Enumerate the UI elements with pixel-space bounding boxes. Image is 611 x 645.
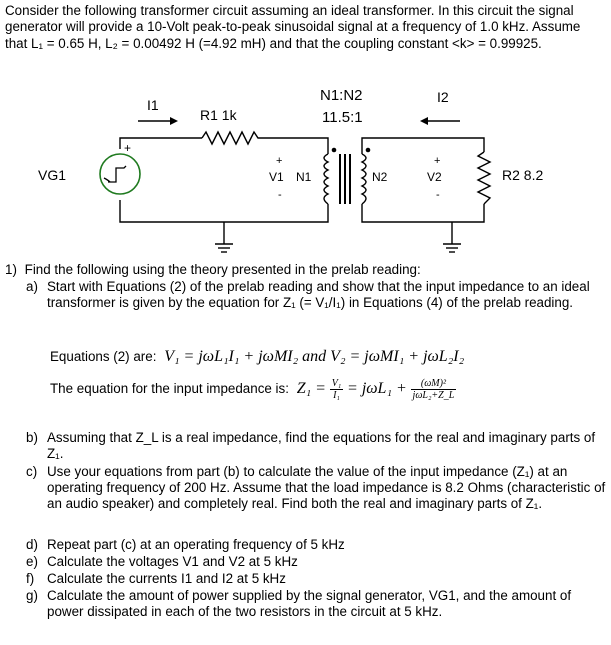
label-v2-minus: - bbox=[436, 189, 440, 201]
label-vg1: VG1 bbox=[38, 167, 67, 183]
label-v1: V1 bbox=[269, 170, 284, 184]
question-text: Find the following using the theory presented in the prelab reading: bbox=[24, 262, 421, 277]
part-c-label: c) bbox=[26, 464, 38, 479]
label-i2: I2 bbox=[437, 89, 449, 105]
part-d-text: Repeat part (c) at an operating frequency of 5 kHz bbox=[47, 537, 345, 552]
question-number: 1) bbox=[5, 262, 17, 277]
resistor-r2 bbox=[478, 152, 490, 204]
label-ratio-top: N1:N2 bbox=[320, 87, 363, 104]
eq2-label: Equations (2) are: bbox=[50, 349, 157, 364]
part-e-text: Calculate the voltages V1 and V2 at 5 kHz bbox=[47, 554, 298, 569]
wire-top-left bbox=[120, 138, 202, 149]
eq-imp-lhs: Z₁ = bbox=[296, 380, 326, 398]
part-g-text: Calculate the amount of power supplied by the signal generator, VG1, and the amount of power dissipated in each of the two resistors in the circuit at 5 kHz. bbox=[47, 588, 572, 620]
part-c-text: Use your equations from part (b) to calculate the value of the input impedance (Z₁) at an operating frequency of 200 Hz. Assume that the load impedance is 8.2 Ohms (characteristic of an audio speaker) and completely real. Find both the real and imaginary parts of Z₁. bbox=[47, 464, 606, 512]
eq-imp-frac2: $\frac{\text{(ωM)²}}{\text{jωL₂+Z\_L}}$ bbox=[412, 378, 455, 401]
label-v2: V2 bbox=[427, 170, 442, 184]
transformer-circuit-diagram bbox=[0, 82, 611, 260]
impedance-equation-line bbox=[50, 378, 456, 401]
label-i1: I1 bbox=[147, 97, 159, 113]
label-source-plus: + bbox=[124, 141, 132, 155]
wire-secondary-bottom bbox=[362, 204, 484, 222]
resistor-r1 bbox=[202, 132, 262, 144]
label-v1-minus: - bbox=[278, 189, 282, 201]
coil-n2 bbox=[362, 154, 366, 204]
label-r1: R1 1k bbox=[200, 107, 237, 123]
part-d-label: d) bbox=[26, 537, 38, 552]
eq-imp-frac1: $\frac{\text{V₁}}{\text{I₁}}$ bbox=[331, 378, 342, 401]
label-n2: N2 bbox=[372, 170, 388, 184]
equations-2-line bbox=[50, 348, 464, 366]
intro-paragraph: Consider the following transformer circuit assuming an ideal transformer. In this circuit the signal generator will provide a 10-Volt peak-to-peak sinusoidal signal at a frequency of 1.0 kHz. Assume that L₁ = 0.65 H, L₂ = 0.00492 H (=4.92 mH) and that the coupling constant <k> = 0.99925. bbox=[5, 3, 581, 51]
label-n1: N1 bbox=[296, 170, 312, 184]
signal-source-vg1 bbox=[100, 154, 140, 194]
part-f-label: f) bbox=[26, 571, 35, 586]
part-a-text: Start with Equations (2) of the prelab reading and show that the input impedance to an ideal transformer is given by the equation for Z₁ (= V₁/I₁) in Equations (4) of the prelab reading. bbox=[47, 279, 590, 311]
part-b-text: Assuming that Z_L is a real impedance, find the equations for the real and imaginary parts of Z₁. bbox=[47, 430, 596, 462]
label-ratio-bottom: 11.5:1 bbox=[322, 109, 363, 126]
part-a-label: a) bbox=[26, 279, 38, 294]
eq-imp-label: The equation for the input impedance is: bbox=[50, 381, 289, 397]
label-v1-plus: + bbox=[276, 155, 283, 167]
part-b-label: b) bbox=[26, 430, 38, 445]
label-v2-plus: + bbox=[434, 155, 441, 167]
part-g-label: g) bbox=[26, 588, 38, 603]
eq2-math: V₁ = jωL₁I₁ + jωMI₂ and V₂ = jωMI₁ + jωL₂I₂ bbox=[164, 348, 465, 365]
wire-n1-bottom bbox=[120, 200, 328, 222]
part-f-text: Calculate the currents I1 and I2 at 5 kHz bbox=[47, 571, 286, 586]
part-e-label: e) bbox=[26, 554, 38, 569]
label-r2: R2 8.2 bbox=[502, 167, 544, 183]
wire-secondary-top bbox=[362, 138, 484, 154]
coil-n1 bbox=[324, 154, 328, 204]
question-1 bbox=[5, 262, 605, 278]
wire-r1-to-n1 bbox=[262, 138, 328, 154]
eq-imp-mid: = jωL₁ + bbox=[347, 380, 407, 398]
